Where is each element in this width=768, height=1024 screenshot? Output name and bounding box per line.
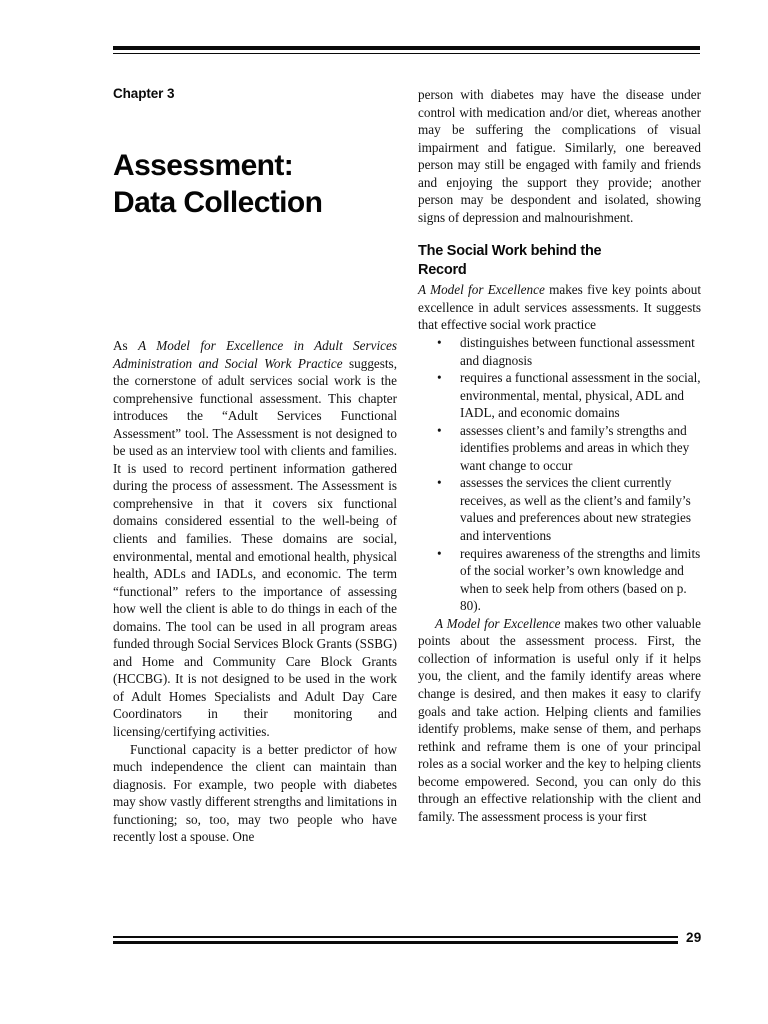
paragraph-intro	[113, 337, 397, 741]
page-title	[113, 147, 397, 221]
section-heading-line-2: Record	[418, 261, 467, 278]
footer-rule	[113, 936, 678, 944]
list-item	[418, 545, 701, 615]
paragraph-continued: person with diabetes may have the disease under control with medication and/or diet, whereas another may be suffering the complications of visual impairment and fatigue. Similarly, one bereaved person may still be engaged with family and friends and enjoying the support they provide; another person may be despondent and isolated, showing signs of depression and malnourishment.	[418, 87, 701, 225]
paragraph-five-key-points-rest: makes five key points about excellence in adult services assessments. It suggests that effective social work practice	[418, 282, 701, 333]
list-item-text: requires a functional assessment in the social, environmental, mental, physical, ADL and IADL, and economic domains	[460, 370, 701, 421]
page-title-line-1: Assessment:	[113, 149, 294, 182]
list-item	[418, 474, 701, 544]
paragraph-two-other-points-rest: makes two other valuable points about the assessment process. First, the collection of information is useful only if it helps you, the client, and the family identify areas where change is desired, and then makes it easy to clarify goals and take action. Helping clients and families identify problems, make sense of them, and perhaps rethink and reframe them is one of your principal roles as a social worker and the key to helping clients become empowered. Second, you can only do this through an effective relationship with the client and family. The assessment process is your first	[418, 615, 701, 824]
chapter-label: Chapter 3	[113, 86, 175, 101]
book-title-citation-3: A Model for Excellence	[435, 615, 561, 631]
key-points-list	[418, 334, 701, 615]
bullet-icon: •	[437, 422, 442, 438]
page-title-line-2: Data Collection	[113, 186, 323, 219]
list-item	[418, 422, 701, 475]
bullet-icon: •	[437, 370, 442, 386]
list-item-text: distinguishes between functional assessment and diagnosis	[460, 335, 695, 368]
bullet-icon: •	[437, 545, 442, 561]
list-item	[418, 369, 701, 422]
header-rule	[113, 46, 700, 54]
paragraph-five-key-points	[418, 281, 701, 334]
footer-rule-thick-line	[113, 941, 678, 945]
list-item-text: assesses the services the client currently receives, as well as the client’s and family’s values and preferences about new strategies and interventions	[460, 475, 692, 544]
paragraph-intro-lead: As	[113, 338, 139, 353]
paragraph-functional-capacity: Functional capacity is a better predictor of how much independence the client can maintain than diagnosis. For example, two people with diabetes may show vastly different strengths and limitations in functioning; so, too, may two people who have recently lost a spouse. One	[113, 741, 397, 845]
list-item	[418, 334, 701, 369]
list-item-text: assesses client’s and family’s strengths and identifies problems and areas in which they want change to occur	[460, 422, 690, 473]
bullet-icon: •	[437, 475, 442, 491]
list-item-text: requires awareness of the strengths and limits of the social worker’s own knowledge and when to seek help from others (based on p. 80).	[460, 545, 701, 614]
left-column	[113, 86, 397, 846]
section-heading-line-1: The Social Work behind the	[418, 243, 602, 260]
bullet-icon: •	[437, 335, 442, 351]
left-column-body	[113, 337, 397, 846]
right-column	[418, 86, 701, 825]
section-heading-social-work	[418, 242, 701, 279]
book-title-citation-1: A Model for Excellence in Adult Services Administration and Social Work Practice	[113, 338, 397, 371]
header-rule-thin-line	[113, 53, 700, 55]
paragraph-two-other-points	[418, 615, 701, 826]
book-title-citation-2: A Model for Excellence	[418, 282, 545, 298]
page-number: 29	[686, 930, 702, 945]
paragraph-intro-rest: suggests, the cornerstone of adult services social work is the comprehensive functional assessment. This chapter introduces the “Adult Services Functional Assessment” tool. The Assessment is not designed to be used as an interview tool with clients and families. It is used to record pertinent information gathered during the process of assessment. The Assessment is comprehensive in that it covers six functional domains considered essential to the well-being of clients and families. These domains are social, environmental, mental and emotional health, physical health, ADLs and IADLs, and economic. The term “functional” refers to the importance of assessing how well the client is able to do things in each of the domains. The tool can be used in all program areas funded through Social Services Block Grants (SSBG) and Home and Community Care Block Grants (HCCBG). It is not designed to be used in the work of Adult Homes Specialists and Adult Day Care Coordinators in their monitoring and licensing/certifying activities.	[113, 355, 397, 740]
